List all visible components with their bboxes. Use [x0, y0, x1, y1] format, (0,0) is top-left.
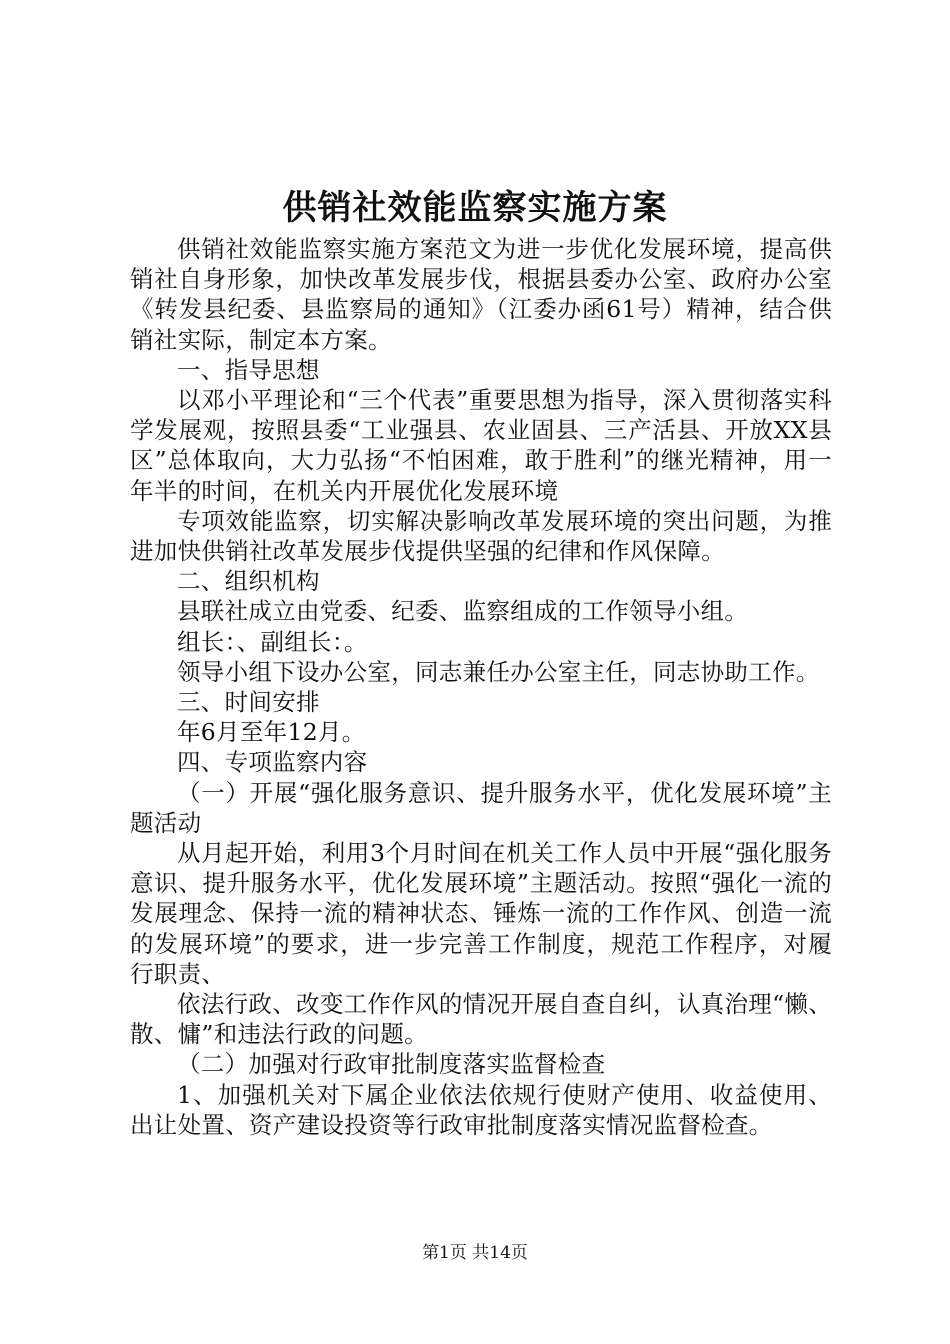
- paragraph-schedule: 年6月至年12月。: [177, 718, 366, 747]
- subheading-approval-supervision: （二）加强对行政审批制度落实监督检查: [177, 1050, 606, 1079]
- page-footer: 第1页 共14页: [422, 1243, 528, 1263]
- document-body: [130, 234, 832, 1140]
- subheading-theme-activity: （一）开展“强化服务意识、提升服务水平，优化发展环境”主题活动: [130, 778, 832, 837]
- paragraph-guiding-ideology: 以邓小平理论和“三个代表”重要思想为指导，深入贯彻落实科学发展观，按照县委“工业强县、农业固县、三产活县、开放XX县区”总体取向，大力弘扬“不怕困难，敢于胜利”的继光精神，用一年半的时间，在机关内开展优化发展环境: [130, 386, 832, 505]
- paragraph-self-inspection: 依法行政、改变工作作风的情况开展自查自纠，认真治理“懒、散、慵”和违法行政的问题。: [130, 990, 832, 1049]
- paragraph-intro: 供销社效能监察实施方案范文为进一步优化发展环境，提高供销社自身形象，加快改革发展步伐，根据县委办公室、政府办公室《转发县纪委、县监察局的通知》（江委办函61号）精神，结合供销社实际，制定本方案。: [130, 235, 832, 354]
- section-heading-organization: 二、组织机构: [177, 567, 320, 596]
- section-heading-content: 四、专项监察内容: [177, 748, 368, 777]
- paragraph-theme-activity: 从月起开始，利用3个月时间在机关工作人员中开展“强化服务意识、提升服务水平，优化发展环境”主题活动。按照“强化一流的发展理念、保持一流的精神状态、锤炼一流的工作作风、创造一流的发展环境”的要求，进一步完善工作制度，规范工作程序，对履行职责、: [130, 839, 832, 988]
- document-title: 供销社效能监察实施方案: [282, 188, 668, 228]
- paragraph-leading-group: 县联社成立由党委、纪委、监察组成的工作领导小组。: [177, 597, 749, 626]
- paragraph-group-leaders: 组长：、副组长：。: [177, 627, 368, 656]
- paragraph-office: 领导小组下设办公室，同志兼任办公室主任，同志协助工作。: [177, 657, 820, 686]
- paragraph-special-supervision: 专项效能监察，切实解决影响改革发展环境的突出问题，为推进加快供销社改革发展步伐提供坚强的纪律和作风保障。: [130, 506, 832, 566]
- paragraph-approval-supervision: 1、加强机关对下属企业依法依规行使财产使用、收益使用、出让处置、资产建设投资等行政审批制度落实情况监督检查。: [130, 1080, 832, 1139]
- section-heading-guiding-ideology: 一、指导思想: [177, 355, 320, 384]
- section-heading-schedule: 三、时间安排: [177, 688, 320, 717]
